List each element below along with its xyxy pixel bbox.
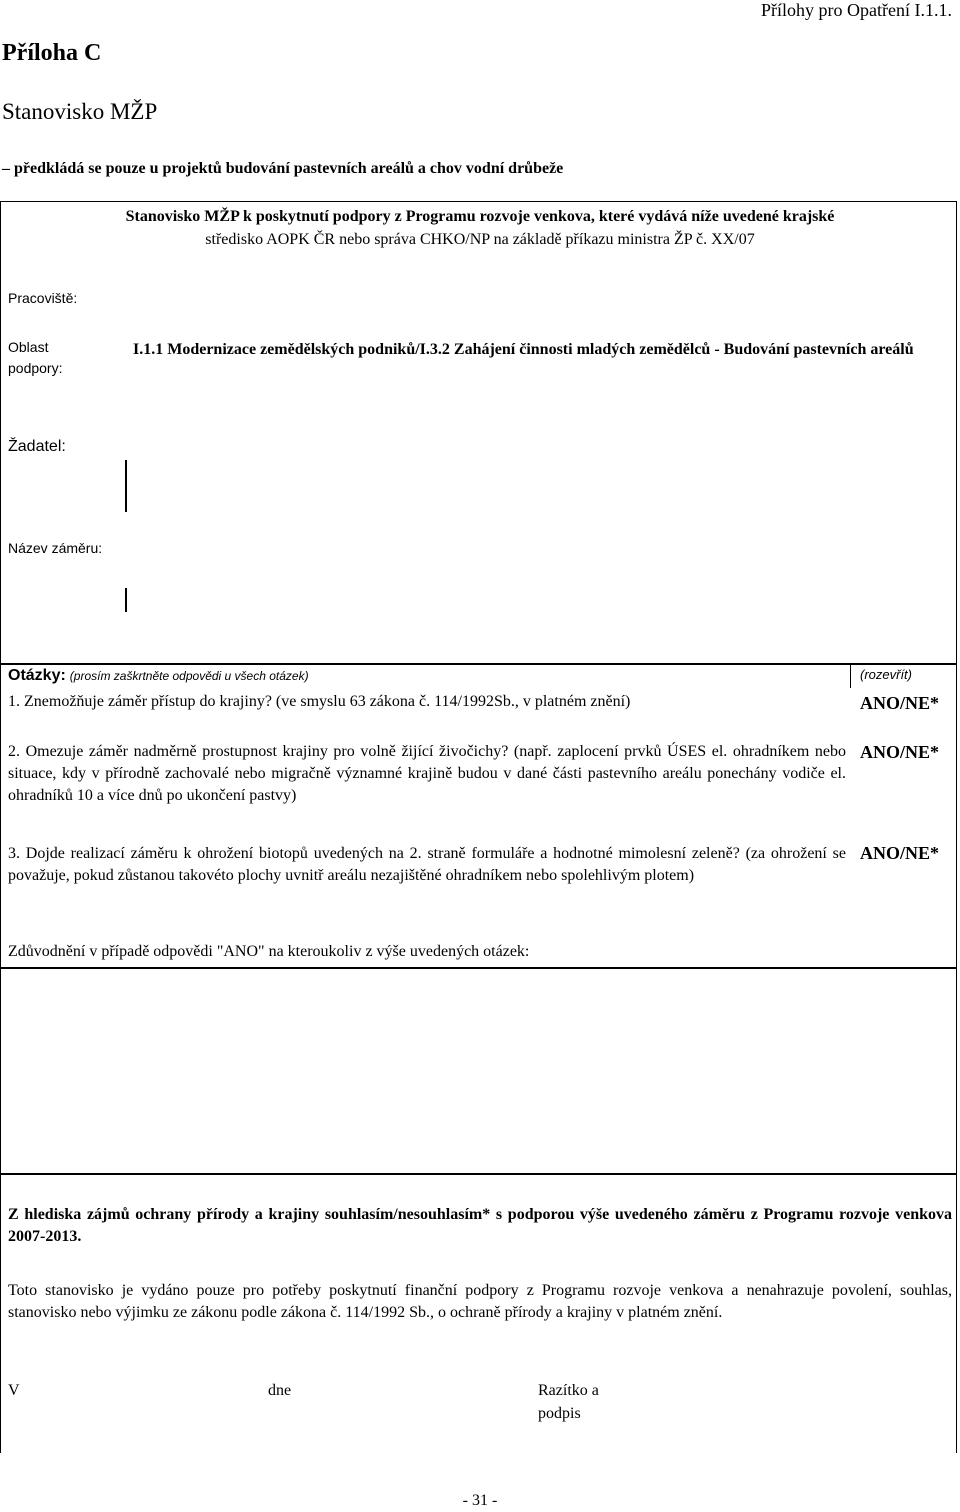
answer-1-select[interactable]: ANO/NE* [860,693,940,713]
applicant-field[interactable] [125,460,127,512]
consent-statement: Z hlediska zájmů ochrany přírody a krajiny souhlasím/nesouhlasím* s podporou výše uvedeného záměru z Programu rozvoje venkova 2007-2013. [8,1206,952,1245]
questions-hint: (prosím zaškrtněte odpovědi u všech otázek) [69,669,309,683]
header-appendix-ref: Přílohy pro Opatření I.1.1. [761,0,952,20]
form-intro-line-2: středisko AOPK ČR nebo správa CHKO/NP na základě příkazu ministra ŽP č. XX/07 [205,231,755,248]
signature-place: V [8,1382,20,1399]
questions-heading [8,667,309,685]
support-area-label-line-1: Oblast [8,339,49,355]
signature-stamp [538,1379,599,1425]
question-2: 2. Omezuje záměr nadměrně prostupnost krajiny pro volně žijící živočichy? (např. zaplocení prvků ÚSES el. ohradníkem nebo situace, kdy v přírodně zachovalé nebo migračně významné krajině budou v dané části pastevního areálu ponechány vodiče el. ohradníků 10 a více dnů po ukončení pastvy) [8,743,846,804]
question-1: 1. Znemožňuje záměr přístup do krajiny? (ve smyslu 63 zákona č. 114/1992Sb., v platném znění) [8,693,631,710]
signature-stamp-line-2: podpis [538,1405,581,1422]
question-3: 3. Dojde realizací záměru k ohrožení biotopů uvedených na 2. straně formuláře a hodnotné mimolesní zeleně? (za ohrožení se považuje, pokud zůstanou takovéto plochy uvnitř areálu nezajištěné ohradníkem nebo spolehlivým plotem) [8,845,846,884]
project-name-label: Název záměru: [8,540,103,556]
expand-divider [850,664,851,688]
form-intro [20,205,940,251]
justification-top-border [0,967,957,969]
signature-date: dne [268,1382,292,1399]
workplace-label: Pracoviště: [8,290,78,306]
answer-3-select[interactable]: ANO/NE* [860,843,940,863]
page-number: - 31 - [462,1492,498,1509]
disclaimer-note: Toto stanovisko je vydáno pouze pro potřeby poskytnutí finanční podpory z Programu rozvoje venkova a nenahrazuje povolení, souhlas, stanovisko nebo výjimku ze zákonu podle zákona č. 114/1992 Sb., o ochraně přírody a krajiny v platném znění. [8,1282,952,1321]
signature-stamp-line-1: Razítko a [538,1382,599,1399]
form-intro-line-1: Stanovisko MŽP k poskytnutí podpory z Programu rozvoje venkova, které vydává níže uvedené krajské [125,208,835,225]
support-area-label-line-2: podpory: [8,360,63,376]
page-title: Stanovisko MŽP [2,99,158,124]
answer-2-select[interactable]: ANO/NE* [860,742,940,762]
support-area-value: I.1.1 Modernizace zemědělských podniků/I.3.2 Zahájení činnosti mladých zemědělců - Budování pastevních areálů [133,341,914,358]
subtitle-note: – předkládá se pouze u projektů budování pastevních areálů a chov vodní drůbeže [2,160,564,177]
section-divider [0,663,957,665]
justification-textarea[interactable] [2,970,955,1172]
appendix-title: Příloha C [2,40,102,66]
justification-label: Zdůvodnění v případě odpovědi "ANO" na kteroukoliv z výše uvedených otázek: [8,943,530,960]
questions-title: Otázky: [8,667,66,684]
justification-bottom-border [0,1173,957,1175]
expand-link[interactable]: (rozevřít) [860,667,912,682]
applicant-label: Žadatel: [8,438,66,455]
project-name-field[interactable] [125,588,127,612]
form-frame [0,201,957,1453]
support-area-label [8,337,62,379]
